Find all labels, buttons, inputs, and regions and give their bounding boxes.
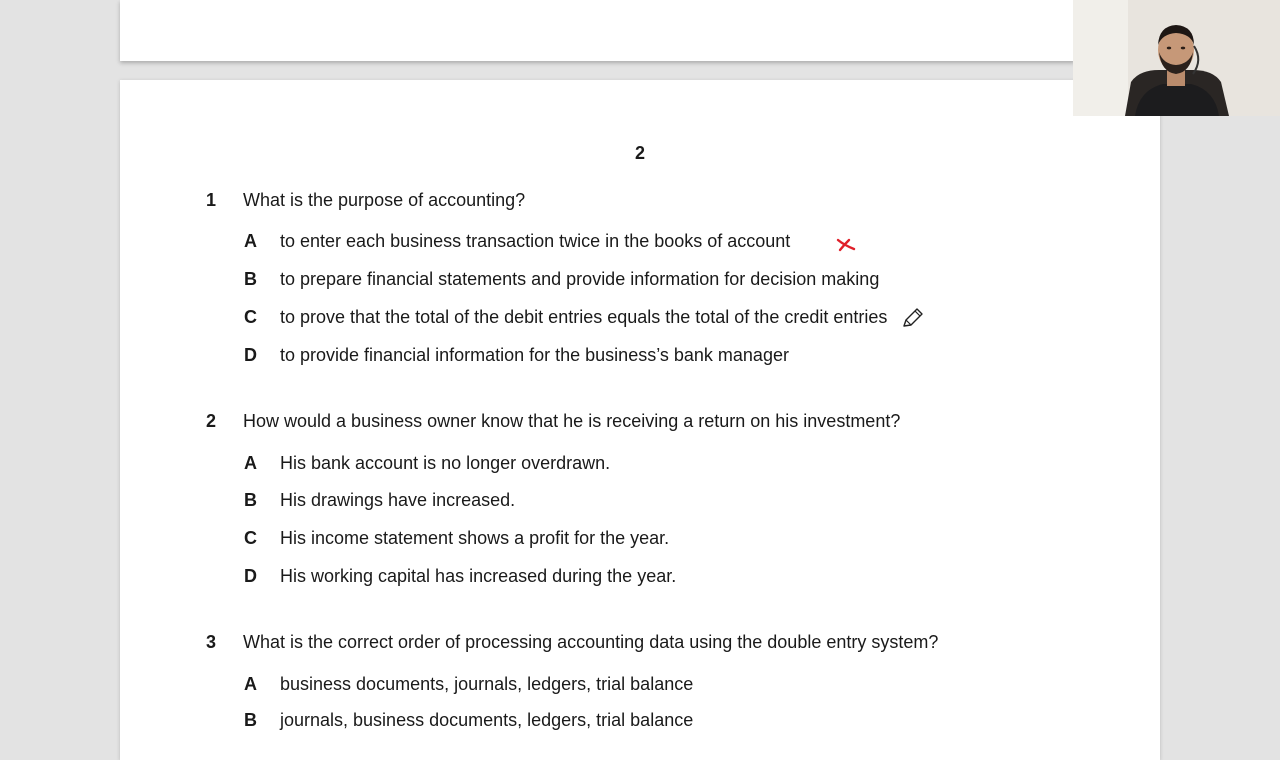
question-1-option-c-letter: C <box>244 307 257 327</box>
question-1-option-d-text: to provide financial information for the business’s bank manager <box>280 345 789 365</box>
question-1-option-d-letter: D <box>244 345 257 365</box>
presenter-video <box>1073 0 1280 116</box>
question-3-option-b-letter: B <box>244 710 257 730</box>
page-number: 2 <box>634 143 645 163</box>
question-3-number: 3 <box>206 632 217 652</box>
question-1-option-b-letter: B <box>244 269 257 289</box>
question-2-number: 2 <box>206 411 217 431</box>
question-2-option-a-letter: A <box>244 453 257 473</box>
cross-mark-icon <box>836 236 858 252</box>
question-1-text: What is the purpose of accounting? <box>243 190 526 210</box>
question-1-option-a-letter: A <box>244 231 257 251</box>
question-3-text: What is the correct order of processing accounting data using the double entry system? <box>243 632 939 652</box>
question-2-option-b-letter: B <box>244 490 257 510</box>
pen-cursor-icon <box>901 306 925 330</box>
question-2-option-c-letter: C <box>244 528 257 548</box>
question-3-option-a-letter: A <box>244 674 257 694</box>
previous-page <box>120 0 1075 61</box>
question-2-option-d-text: His working capital has increased during the year. <box>280 566 677 586</box>
question-2-option-c-text: His income statement shows a profit for the year. <box>280 528 670 548</box>
question-1-number: 1 <box>206 190 217 210</box>
question-3-option-a-text: business documents, journals, ledgers, trial balance <box>280 674 694 694</box>
question-2-text: How would a business owner know that he is receiving a return on his investment? <box>243 411 901 431</box>
question-1-option-c-text: to prove that the total of the debit entries equals the total of the credit entries <box>280 307 888 327</box>
question-2-option-a-text: His bank account is no longer overdrawn. <box>280 453 611 473</box>
question-1-option-a-text: to enter each business transaction twice in the books of account <box>280 231 791 251</box>
question-2-option-d-letter: D <box>244 566 257 586</box>
question-1-option-b-text: to prepare financial statements and provide information for decision making <box>280 269 880 289</box>
question-2-option-b-text: His drawings have increased. <box>280 490 516 510</box>
webcam-overlay <box>1073 0 1280 116</box>
question-3-option-b-text: journals, business documents, ledgers, trial balance <box>280 710 694 730</box>
